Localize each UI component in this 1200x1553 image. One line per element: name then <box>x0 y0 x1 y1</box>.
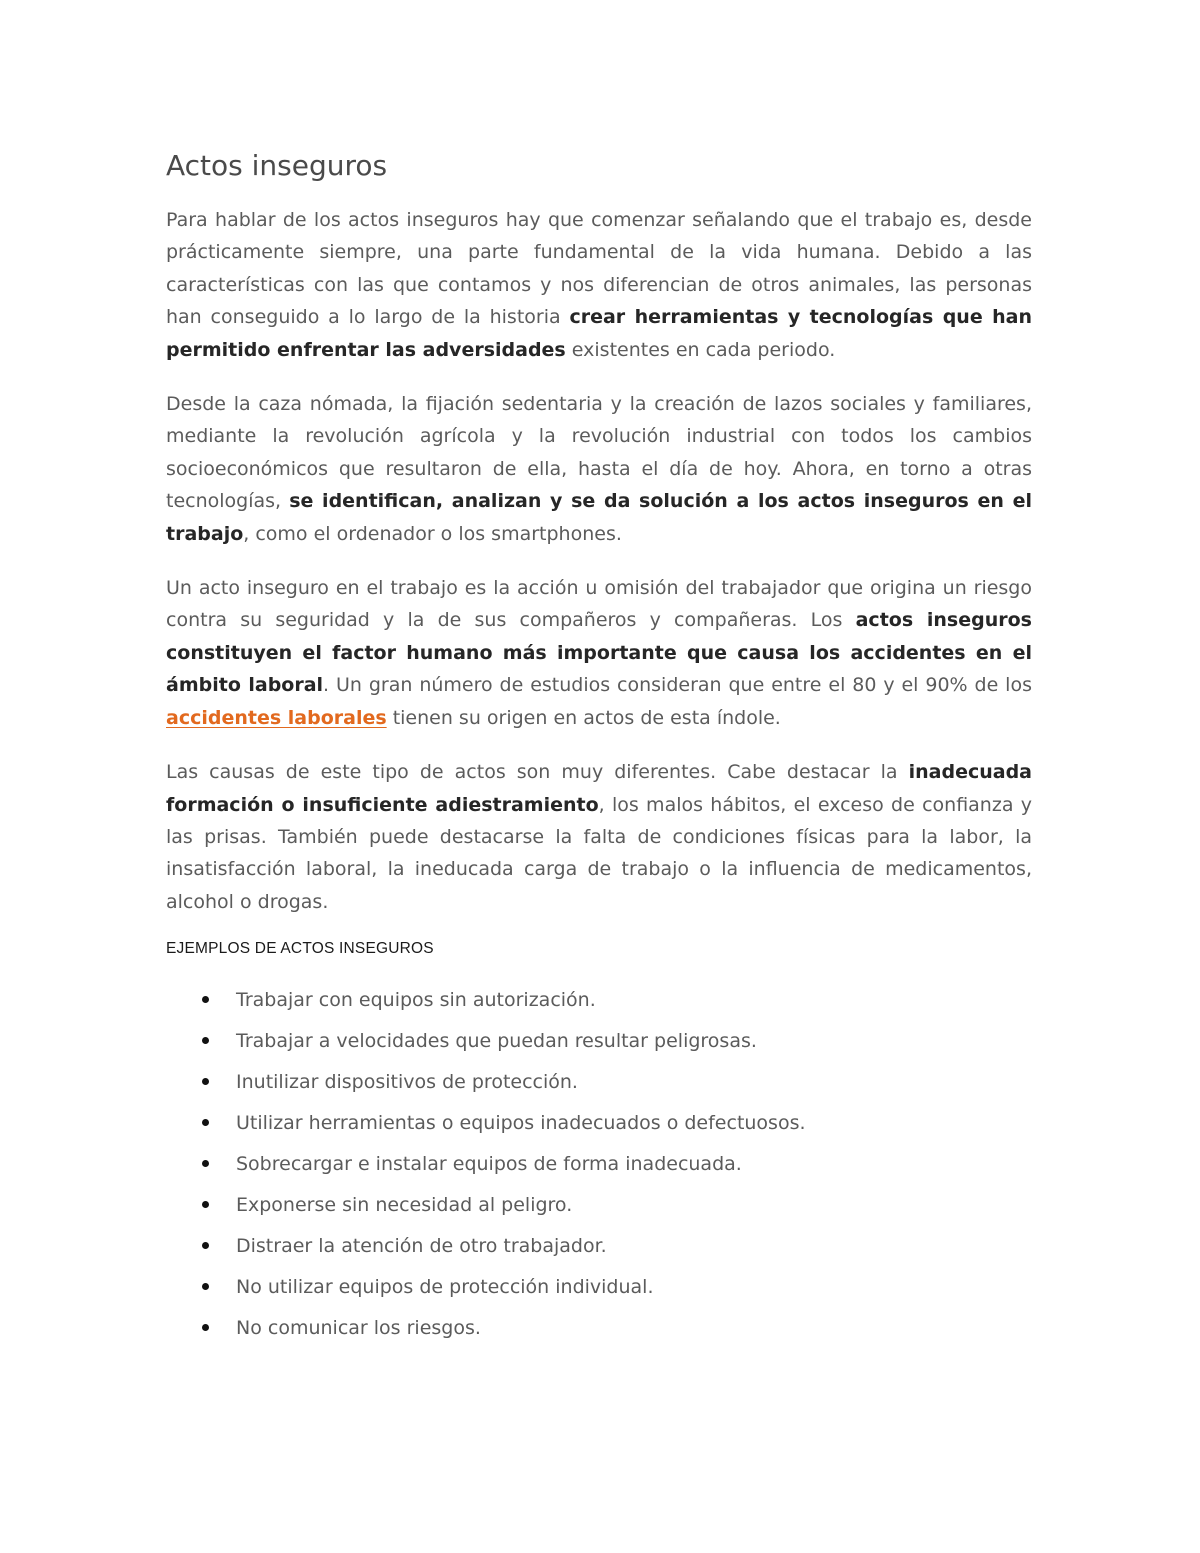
bullet-dot-icon <box>202 1160 209 1167</box>
paragraph-3 <box>166 572 1032 734</box>
list-item-text: Inutilizar dispositivos de protección. <box>236 1071 578 1094</box>
paragraph-2-text-b: , como el ordenador o los smartphones. <box>243 522 622 545</box>
bullet-dot-icon <box>202 1283 209 1290</box>
bullet-dot-icon <box>202 1242 209 1249</box>
paragraph-2-text-a: Desde la caza nómada, la fijación sedentaria y la creación de lazos sociales y familiares, mediante la revolución agrícola y la revolución industrial con todos los cambios socioeconómicos que resultaron de ella, hasta el día de hoy. Ahora, en torno a otras tecnologías, <box>166 393 1032 513</box>
paragraph-2 <box>166 388 1032 550</box>
list-item-text: Distraer la atención de otro trabajador. <box>236 1235 607 1258</box>
paragraph-4-text-a: Las causas de este tipo de actos son muy diferentes. Cabe destacar la <box>166 761 909 784</box>
list-item-text: No comunicar los riesgos. <box>236 1317 481 1340</box>
paragraph-4-bold: inadecuada formación o insuficiente adiestramiento <box>166 761 1032 816</box>
list-item-text: No utilizar equipos de protección individual. <box>236 1276 654 1299</box>
paragraph-2-bold: se identifican, analizan y se da solución a los actos inseguros en el trabajo <box>166 490 1032 545</box>
bullet-dot-icon <box>202 996 209 1003</box>
paragraph-1-text-b: existentes en cada periodo. <box>565 338 836 361</box>
paragraph-3-text-c: tienen su origen en actos de esta índole. <box>386 706 781 729</box>
list-item <box>166 1308 1032 1349</box>
bullet-dot-icon <box>202 1037 209 1044</box>
document-title: Actos inseguros <box>166 149 388 182</box>
list-item <box>166 1103 1032 1144</box>
list-item <box>166 1185 1032 1226</box>
paragraph-3-bold: actos inseguros constituyen el factor humano más importante que causa los accidentes en el ámbito laboral <box>166 609 1032 697</box>
examples-list <box>166 980 1032 1349</box>
list-item <box>166 1062 1032 1103</box>
list-item <box>166 1226 1032 1267</box>
list-item-text: Exponerse sin necesidad al peligro. <box>236 1194 573 1217</box>
paragraph-1-text-a: Para hablar de los actos inseguros hay que comenzar señalando que el trabajo es, desde prácticamente siempre, una parte fundamental de la vida humana. Debido a las características con las que contamos y nos diferencian de otros animales, las personas han conseguido a lo largo de la historia <box>166 209 1032 329</box>
bullet-dot-icon <box>202 1078 209 1085</box>
list-item-text: Trabajar a velocidades que puedan resultar peligrosas. <box>236 1030 757 1053</box>
list-item-text: Trabajar con equipos sin autorización. <box>236 989 596 1012</box>
examples-heading: EJEMPLOS DE ACTOS INSEGUROS <box>166 940 434 958</box>
list-item <box>166 980 1032 1021</box>
paragraph-3-text-b: . Un gran número de estudios consideran que entre el 80 y el 90% de los <box>323 674 1032 697</box>
paragraph-4 <box>166 756 1032 918</box>
list-item <box>166 1144 1032 1185</box>
list-item-text: Sobrecargar e instalar equipos de forma inadecuada. <box>236 1153 742 1176</box>
bullet-dot-icon <box>202 1324 209 1331</box>
list-item-text: Utilizar herramientas o equipos inadecuados o defectuosos. <box>236 1112 806 1135</box>
paragraph-1-bold: crear herramientas y tecnologías que han permitido enfrentar las adversidades <box>166 306 1032 361</box>
paragraph-3-text-a: Un acto inseguro en el trabajo es la acción u omisión del trabajador que origina un riesgo contra su seguridad y la de sus compañeros y compañeras. Los <box>166 577 1032 632</box>
list-item <box>166 1021 1032 1062</box>
bullet-dot-icon <box>202 1201 209 1208</box>
bullet-dot-icon <box>202 1119 209 1126</box>
list-item <box>166 1267 1032 1308</box>
paragraph-4-text-b: , los malos hábitos, el exceso de confianza y las prisas. También puede destacarse la falta de condiciones físicas para la labor, la insatisfacción laboral, la ineducada carga de trabajo o la influencia de medicamentos, alcohol o drogas. <box>166 793 1032 913</box>
accidentes-laborales-link[interactable]: accidentes laborales <box>166 706 387 729</box>
document-page <box>166 140 1032 1349</box>
paragraph-1 <box>166 204 1032 366</box>
